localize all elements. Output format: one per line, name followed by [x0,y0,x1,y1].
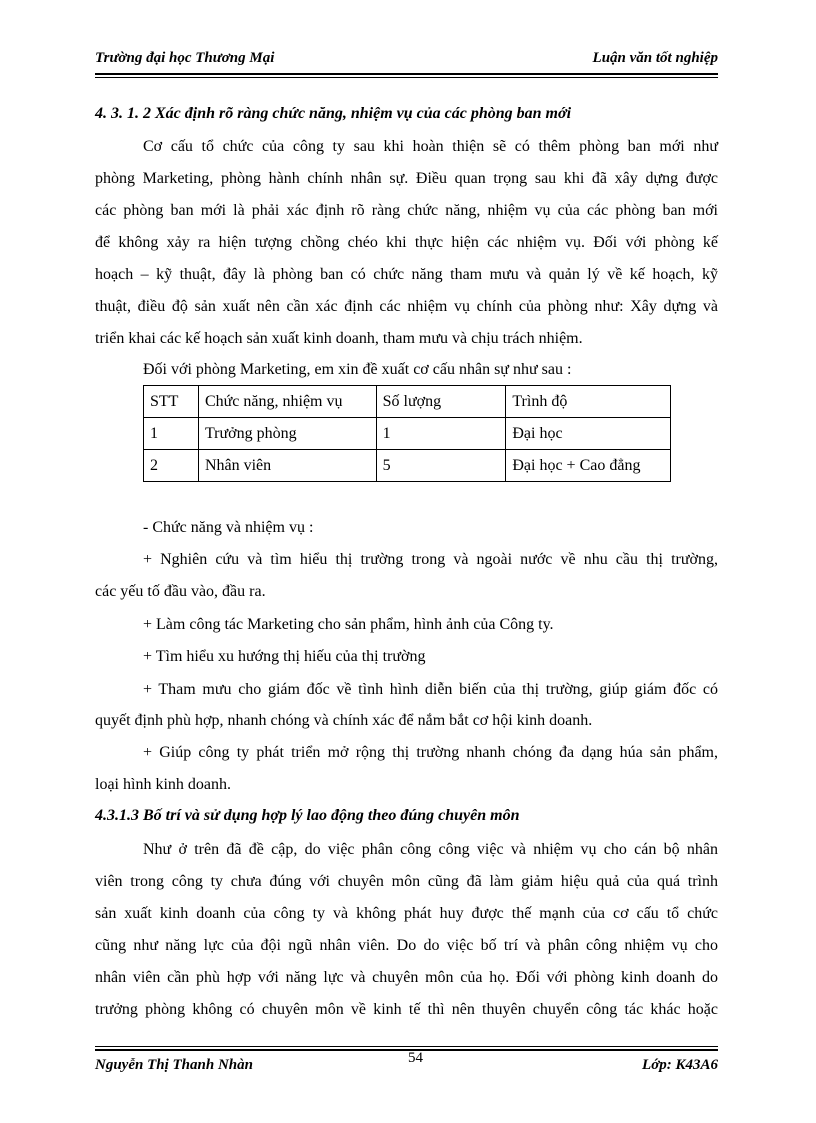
bullet-line: + Nghiên cứu và tìm hiểu thị trường trong và ngoài nước về nhu cầu thị trường, [143,551,718,568]
paragraph-line: thuật, điều độ sản xuất nên cần xác định các nhiệm vụ chính của phòng như: Xây dựng và [95,298,718,315]
bullet-line: quyết định phù hợp, nhanh chóng và chính xác để nắm bắt cơ hội kinh doanh. [95,712,593,729]
staffing-table [143,385,671,482]
table-header-cell: Chức năng, nhiệm vụ [198,386,376,418]
header-rule-thin [95,77,718,78]
paragraph-line: cũng như năng lực của đội ngũ nhân viên. Do do việc bố trí và phân công nhiệm vụ cho [95,937,718,954]
table-header-cell: STT [144,386,199,418]
paragraph-line: để không xảy ra hiện tượng chồng chéo khi thực hiện các nhiệm vụ. Đối với phòng kế [95,234,718,251]
subsection-title: Bố trí và sử dụng hợp lý lao động theo đúng chuyên môn [143,807,520,824]
paragraph-line: hoạch – kỹ thuật, đây là phòng ban có chức năng tham mưu và quản lý về kế hoạch, kỹ [95,266,718,283]
subsection-number: 4.3.1.3 [95,807,139,824]
table-cell: Nhân viên [198,450,376,482]
table-row [144,450,671,482]
table-cell: Đại học [506,418,671,450]
page-header [95,50,718,74]
page-footer [95,1050,718,1078]
table-cell: 1 [144,418,199,450]
table-cell: 2 [144,450,199,482]
bullet-line: các yếu tố đầu vào, đầu ra. [95,583,266,600]
header-rule-thick [95,73,718,75]
paragraph-line: nhân viên cần phù hợp với năng lực và chuyên môn của họ. Đối với phòng kinh doanh do [95,969,718,986]
header-school: Trường đại học Thương Mại [95,50,275,66]
table-header-cell: Trình độ [506,386,671,418]
bullet-line: loại hình kinh doanh. [95,776,231,793]
table-cell: 1 [376,418,506,450]
bullet-line: + Giúp công ty phát triển mở rộng thị trường nhanh chóng đa dạng húa sản phẩm, [143,744,718,761]
paragraph-line: các phòng ban mới là phải xác định rõ ràng chức năng, nhiệm vụ của các phòng ban mới [95,202,718,219]
paragraph-line: phòng Marketing, phòng hành chính nhân sự. Điều quan trọng sau khi đã xây dựng được [95,170,718,187]
table-cell: Đại học + Cao đẳng [506,450,671,482]
bullet-line: + Làm công tác Marketing cho sản phẩm, hình ảnh của Công ty. [143,616,554,633]
table-header-row [144,386,671,418]
footer-rule-thin [95,1046,718,1047]
paragraph-line: triển khai các kế hoạch sản xuất kinh doanh, tham mưu và chịu trách nhiệm. [95,330,583,347]
footer-author: Nguyễn Thị Thanh Nhàn [95,1057,253,1073]
bullet-line: + Tìm hiểu xu hướng thị hiếu của thị trường [143,648,426,665]
table-cell: Trưởng phòng [198,418,376,450]
table-header-cell: Số lượng [376,386,506,418]
paragraph-line: viên trong công ty chưa đúng với chuyên môn cũng đã làm giảm hiệu quả của quá trình [95,873,718,890]
section-heading: 4. 3. 1. 2 Xác định rõ ràng chức năng, nhiệm vụ của các phòng ban mới [95,105,572,122]
paragraph-line: trưởng phòng không có chuyên môn về kinh tế thì nên thuyên chuyển công tác khác hoặc [95,1001,718,1018]
functions-title: - Chức năng và nhiệm vụ : [143,519,314,536]
table-row [144,418,671,450]
bullet-line: + Tham mưu cho giám đốc về tình hình diễn biến của thị trường, giúp giám đốc có [143,681,718,698]
header-doc-type: Luận văn tốt nghiệp [592,50,718,66]
footer-class: Lớp: K43A6 [642,1057,718,1073]
paragraph-line: sản xuất kinh doanh của công ty và không phát huy được thế mạnh của cơ cấu tổ chức [95,905,718,922]
page-number: 54 [408,1050,423,1066]
table-cell: 5 [376,450,506,482]
footer-rule-thick [95,1049,718,1051]
paragraph-line: Như ở trên đã đề cập, do việc phân công công việc và nhiệm vụ cho cán bộ nhân [143,841,718,858]
table-intro: Đối với phòng Marketing, em xin đề xuất cơ cấu nhân sự như sau : [143,361,572,378]
paragraph-line: Cơ cấu tổ chức của công ty sau khi hoàn thiện sẽ có thêm phòng ban mới như [143,138,718,155]
